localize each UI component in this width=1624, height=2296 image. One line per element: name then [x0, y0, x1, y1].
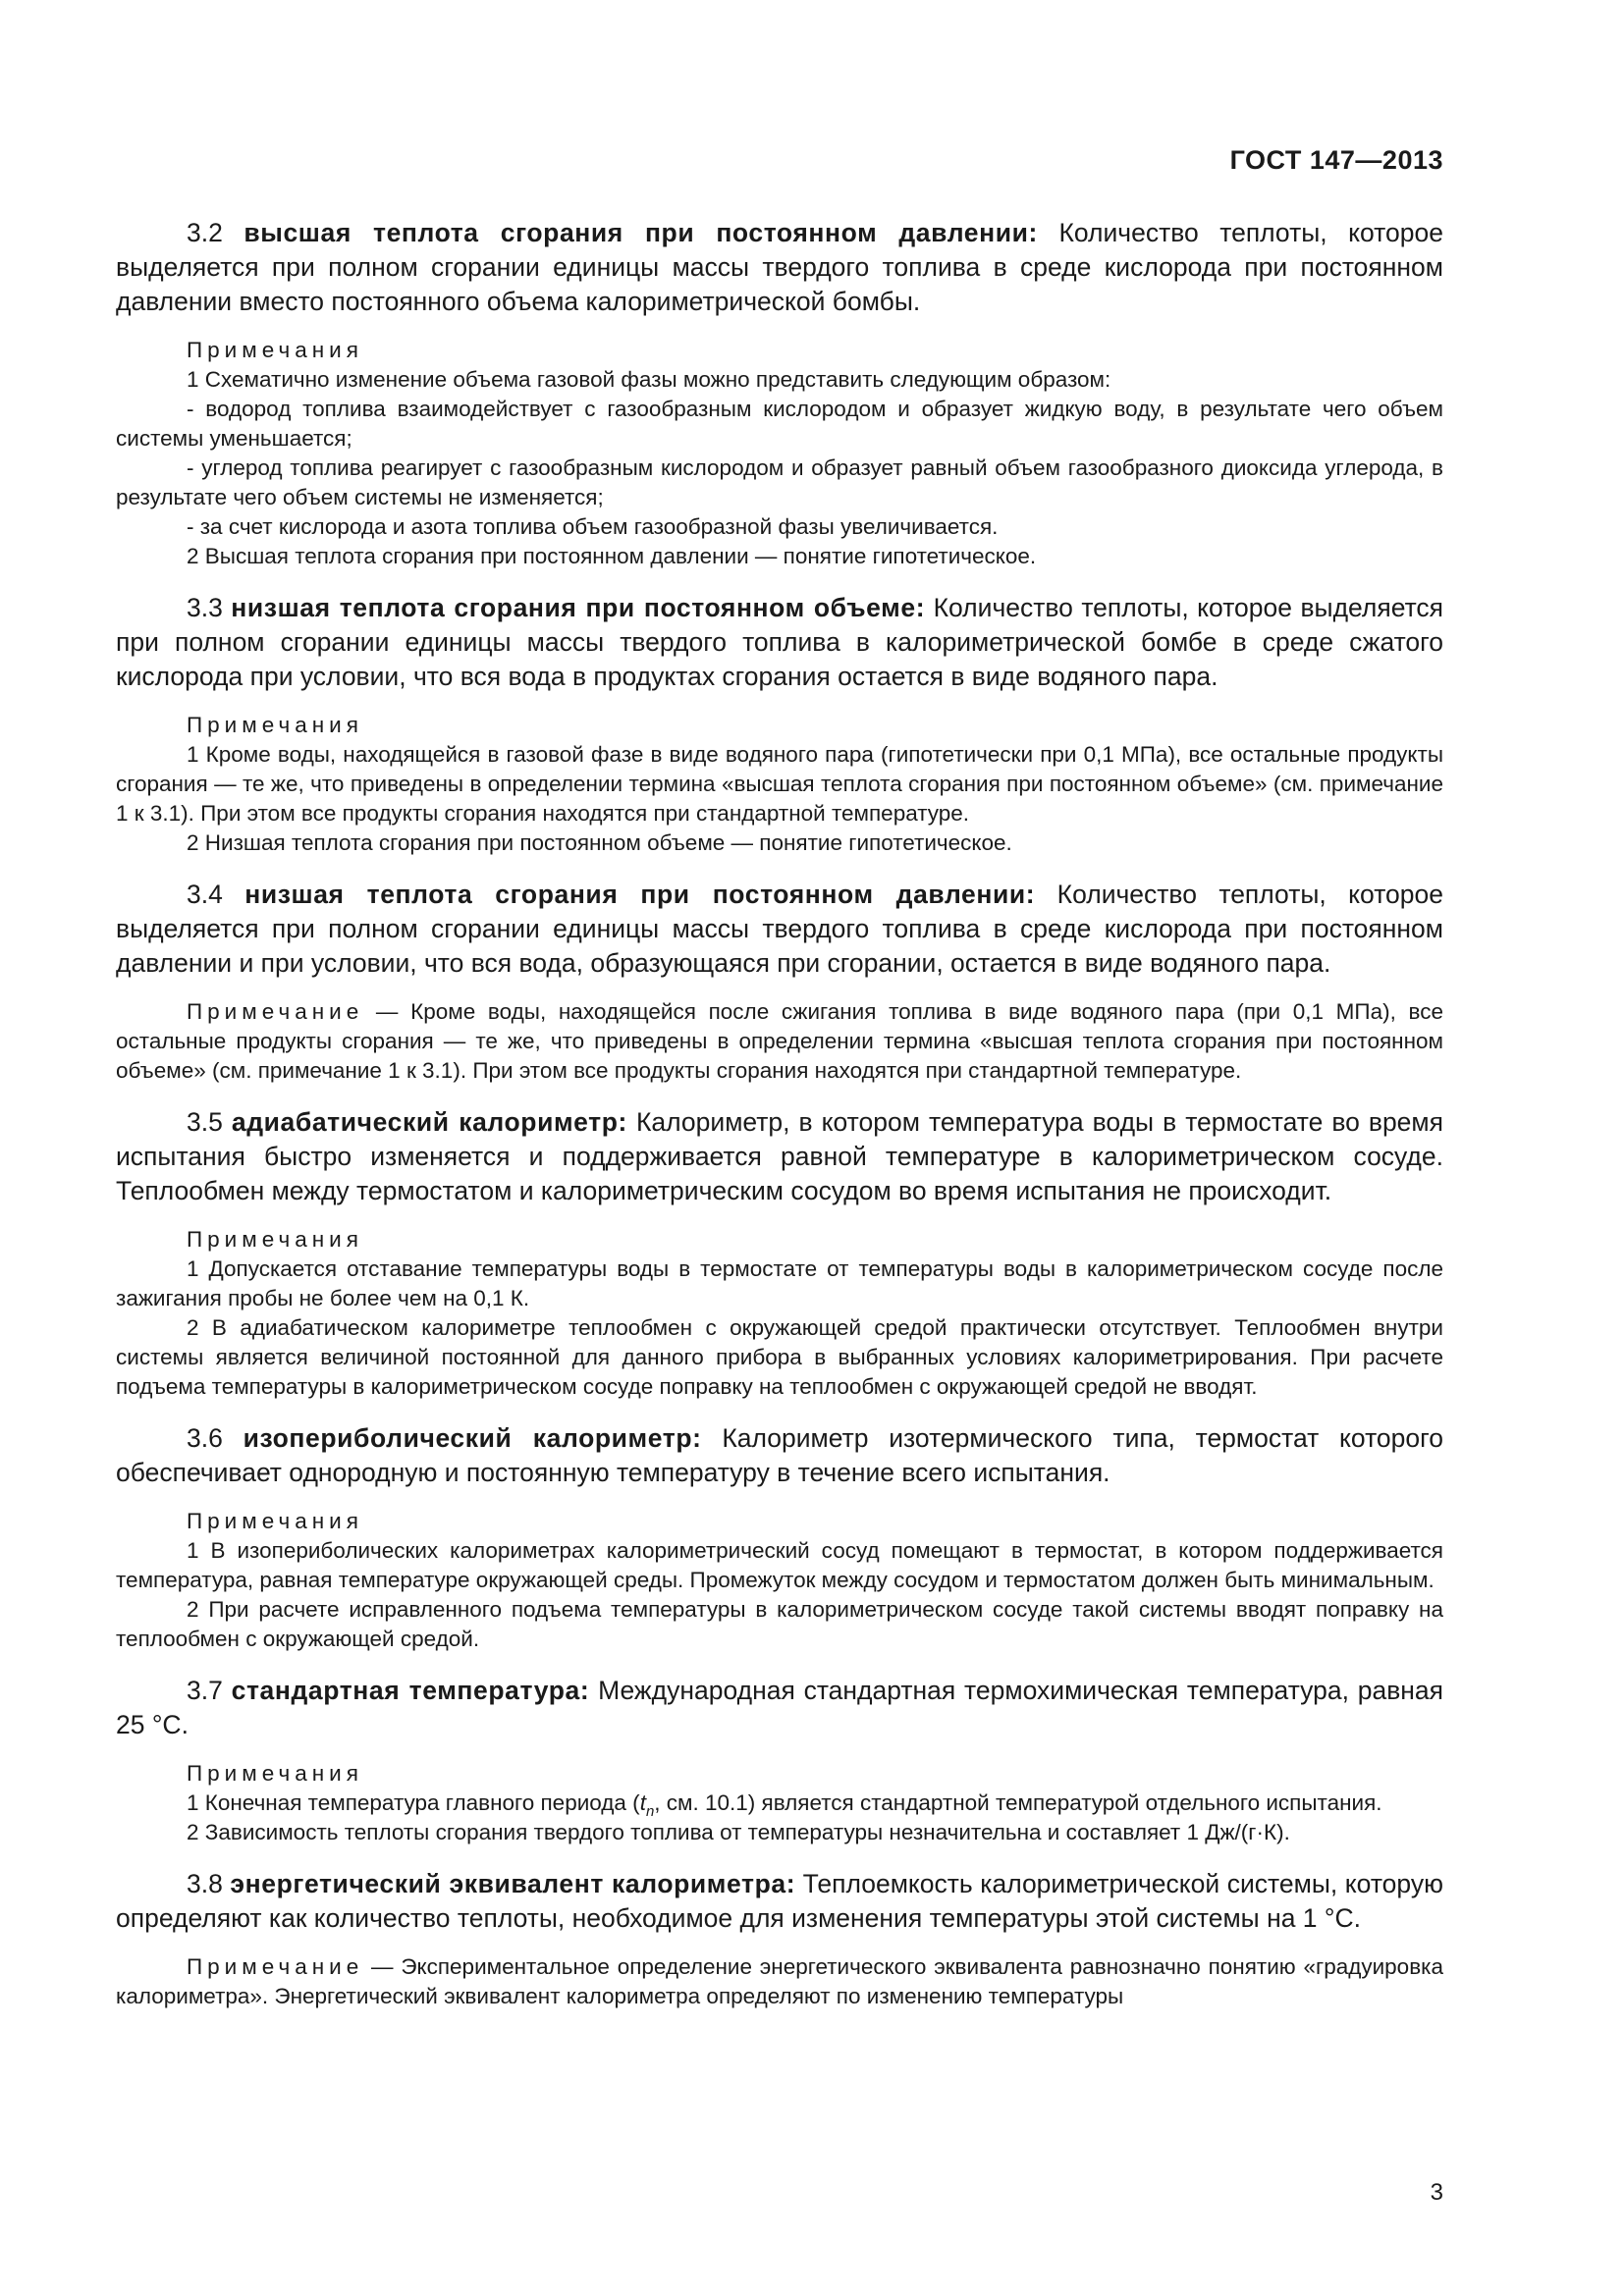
term-number: 3.2 — [187, 218, 223, 247]
term-definition: Количество теплоты, которое выделяется при полном сгорании единицы массы твердого топлива в калориметрической бомбе в среде сжатого кислорода при условии, что вся вода в продуктах сгорания остается в виде водяного пара. — [116, 593, 1444, 691]
term-3-7 — [116, 1674, 1443, 1742]
term-number: 3.7 — [187, 1676, 223, 1705]
term-name: низшая теплота сгорания при постоянном объеме: — [231, 593, 926, 622]
term-number: 3.3 — [187, 593, 223, 622]
note: 2 При расчете исправленного подъема температуры в калориметрическом сосуде такой системы вводят поправку на теплообмен с окружающей средой. — [116, 1597, 1443, 1651]
notes-3-7 — [116, 1759, 1443, 1847]
term-3-5 — [116, 1105, 1443, 1208]
note-3-4 — [116, 997, 1443, 1086]
term-3-3 — [116, 591, 1443, 694]
notes-3-2 — [116, 336, 1443, 571]
note: 2 Высшая теплота сгорания при постоянном давлении — понятие гипотетическое. — [187, 544, 1037, 568]
notes-title: Примечания — [187, 338, 363, 362]
variable-subscript: n — [645, 1803, 655, 1820]
term-number: 3.5 — [187, 1107, 223, 1137]
document-body — [116, 216, 1443, 2031]
note: 2 Зависимость теплоты сгорания твердого топлива от температуры незначительна и составляет 1 Дж/(г·К). — [187, 1820, 1290, 1844]
notes-title: Примечания — [187, 713, 363, 737]
variable-t: t — [639, 1790, 646, 1815]
notes-title: Примечания — [187, 1227, 363, 1252]
note-3-8 — [116, 1952, 1443, 2011]
term-3-2 — [116, 216, 1443, 319]
note: - водород топлива взаимодействует с газообразным кислородом и образует жидкую воду, в результате чего объем системы уменьшается; — [116, 397, 1443, 451]
term-name: стандартная температура: — [231, 1676, 590, 1705]
notes-title: Примечания — [187, 1761, 363, 1786]
term-definition: Международная стандартная термохимическая температура, равная 25 °С. — [116, 1676, 1443, 1739]
term-number: 3.4 — [187, 880, 223, 909]
notes-title: Примечания — [187, 1509, 363, 1533]
note: 2 Низшая теплота сгорания при постоянном объеме — понятие гипотетическое. — [187, 830, 1012, 855]
note — [116, 1789, 1443, 1818]
term-3-6 — [116, 1421, 1443, 1490]
term-name: энергетический эквивалент калориметра: — [230, 1869, 796, 1898]
note: 2 В адиабатическом калориметре теплообмен с окружающей средой практически отсутствует. Теплообмен внутри системы является величиной постоянной для данного прибора в выбранных условиях калориметрирования. При расчете подъема температуры в калориметрическом сосуде поправку на теплообмен с окружающей средой не вводят. — [116, 1315, 1443, 1399]
note: - углерод топлива реагирует с газообразным кислородом и образует равный объем газообразного диоксида углерода, в результате чего объем системы не изменяется; — [116, 455, 1443, 509]
term-3-8 — [116, 1867, 1443, 1936]
term-name: высшая теплота сгорания при постоянном давлении: — [244, 218, 1038, 247]
term-definition: Калориметр, в котором температура воды в термостате во время испытания быстро изменяется и поддерживается равной температуре в калориметрическом сосуде. Теплообмен между термостатом и калориметрическим сосудом во время испытания не происходит. — [116, 1107, 1443, 1205]
term-definition: Теплоемкость калориметрической системы, которую определяют как количество теплоты, необходимое для изменения температуры этой системы на 1 °С. — [116, 1869, 1443, 1933]
note: 1 Допускается отставание температуры воды в термостате от температуры воды в калориметрическом сосуде после зажигания пробы не более чем на 0,1 К. — [116, 1256, 1443, 1310]
standard-header: ГОСТ 147—2013 — [1229, 145, 1443, 175]
term-name: изопериболический калориметр: — [243, 1423, 702, 1453]
term-definition: Количество теплоты, которое выделяется при полном сгорании единицы массы твердого топлива в среде кислорода при постоянном давлении вместо постоянного объема калориметрической бомбы. — [116, 218, 1443, 316]
notes-3-6 — [116, 1507, 1443, 1654]
note-text: — Экспериментальное определение энергетического эквивалента равнозначно понятию «градуировка калориметра». Энергетический эквивалент калориметра определяют по изменению температуры — [116, 1954, 1443, 2008]
term-definition: Калориметр изотермического типа, термостат которого обеспечивает однородную и постоянную температуру в течение всего испытания. — [116, 1423, 1443, 1487]
note: - за счет кислорода и азота топлива объем газообразной фазы увеличивается. — [187, 514, 999, 539]
note-label: Примечание — [187, 1954, 364, 1979]
term-number: 3.6 — [187, 1423, 223, 1453]
term-name: низшая теплота сгорания при постоянном давлении: — [244, 880, 1036, 909]
note: 1 Схематично изменение объема газовой фазы можно представить следующим образом: — [187, 367, 1111, 392]
note: 1 Кроме воды, находящейся в газовой фазе в виде водяного пара (гипотетически при 0,1 МПа), все остальные продукты сгорания — те же, что приведены в определении термина «высшая теплота сгорания при постоянном объеме» (см. примечание 1 к 3.1). При этом все продукты сгорания находятся при стандартной температуре. — [116, 742, 1443, 826]
page-number: 3 — [1430, 2179, 1443, 2206]
notes-3-3 — [116, 711, 1443, 858]
note-text-part: , см. 10.1) является стандартной температурой отдельного испытания. — [654, 1790, 1382, 1815]
term-3-4 — [116, 878, 1443, 981]
note-text: — Кроме воды, находящейся после сжигания топлива в виде водяного пара (при 0,1 МПа), все остальные продукты сгорания — те же, что приведены в определении термина «высшая теплота сгорания при постоянном объеме» (см. примечание 1 к 3.1). При этом все продукты сгорания находятся при стандартной температуре. — [116, 999, 1443, 1083]
note-text-part: 1 Конечная температура главного периода ( — [187, 1790, 640, 1815]
term-number: 3.8 — [187, 1869, 223, 1898]
note: 1 В изопериболических калориметрах калориметрический сосуд помещают в термостат, в котором поддерживается температура, равная температуре окружающей среды. Промежуток между сосудом и термостатом должен быть минимальным. — [116, 1538, 1443, 1592]
term-name: адиабатический калориметр: — [231, 1107, 627, 1137]
term-definition: Количество теплоты, которое выделяется при полном сгорании единицы массы твердого топлива в среде кислорода при постоянном давлении и при условии, что вся вода, образующаяся при сгорании, остается в виде водяного пара. — [116, 880, 1443, 978]
note-label: Примечание — [187, 999, 364, 1024]
notes-3-5 — [116, 1225, 1443, 1402]
